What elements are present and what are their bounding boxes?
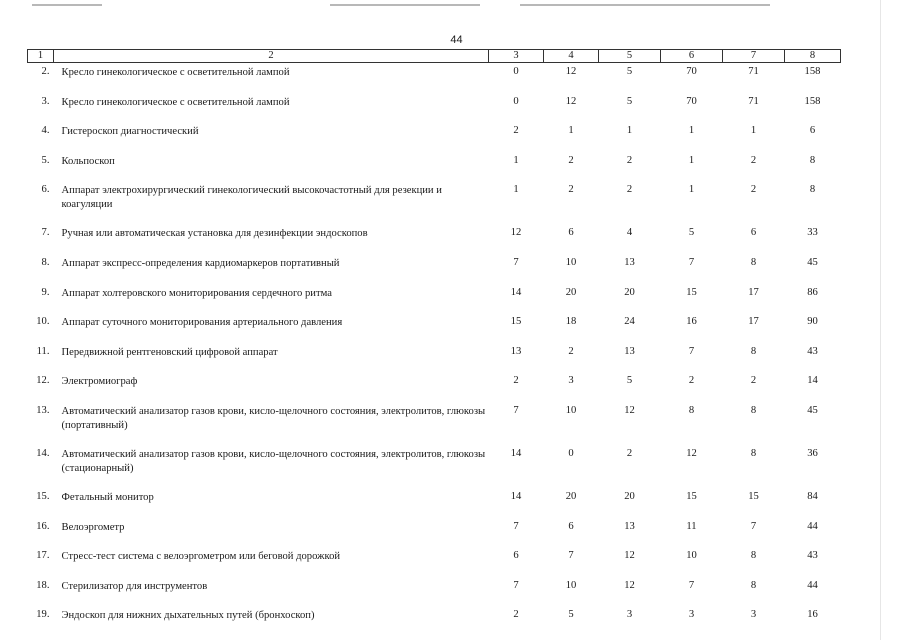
table-cell: 8 <box>750 550 757 562</box>
equipment-name: Аппарат суточного мониторирования артериального давления <box>61 317 343 329</box>
table-row <box>28 445 841 488</box>
row-number: 18. <box>36 579 50 591</box>
table-cell: 33 <box>807 227 818 239</box>
row-number: 14. <box>36 447 50 459</box>
page-number: 44 <box>450 34 463 46</box>
table-cell: 71 <box>748 95 759 107</box>
table-cell: 14 <box>510 490 522 502</box>
table-cell: 2 <box>513 375 519 387</box>
column-header: 1 <box>28 50 54 63</box>
table-cell: 45 <box>807 256 818 268</box>
equipment-table <box>27 49 841 636</box>
header-row <box>28 50 841 63</box>
row-number: 5. <box>41 154 50 166</box>
table-cell: 6 <box>809 125 816 137</box>
table-cell: 24 <box>624 316 635 328</box>
equipment-name: Аппарат холтеровского мониторирования сердечного ритма <box>61 287 332 299</box>
row-number: 4. <box>41 125 50 137</box>
table-cell: 17 <box>748 316 759 328</box>
table-cell: 13 <box>624 520 635 532</box>
equipment-name: Автоматический анализатор газов крови, кисло-щелочного состояния, электролитов, глюкозы (стационарный) <box>61 448 486 474</box>
table-cell: 1 <box>513 154 519 166</box>
equipment-name: Стерилизатор для инструментов <box>61 580 208 592</box>
table-cell: 3 <box>688 609 695 621</box>
table-cell: 12 <box>624 579 635 591</box>
table-row <box>28 547 841 577</box>
equipment-name: Кресло гинекологическое с осветительной лампой <box>61 96 290 108</box>
table-row <box>28 518 841 548</box>
column-header: 6 <box>661 50 723 63</box>
table-cell: 6 <box>750 227 757 239</box>
table-cell: 4 <box>626 227 633 239</box>
table-cell: 12 <box>624 550 635 562</box>
row-number: 17. <box>36 550 50 562</box>
row-number: 12. <box>36 375 50 387</box>
table-cell: 10 <box>565 579 577 591</box>
table-cell: 8 <box>750 345 757 357</box>
column-header: 7 <box>723 50 785 63</box>
table-cell: 20 <box>565 286 577 298</box>
table-cell: 15 <box>748 490 759 502</box>
table-cell: 6 <box>568 520 574 532</box>
table-cell: 20 <box>624 286 635 298</box>
row-number: 7. <box>41 227 50 239</box>
table-cell: 45 <box>807 404 818 416</box>
equipment-name: Велоэргометр <box>61 521 125 533</box>
table-cell: 7 <box>513 404 519 416</box>
table-cell: 70 <box>686 95 697 107</box>
table-cell: 5 <box>688 227 695 239</box>
table-row <box>28 313 841 343</box>
table-cell: 2 <box>568 154 574 166</box>
equipment-name: Ручная или автоматическая установка для дезинфекции эндоскопов <box>61 228 368 240</box>
table-cell: 86 <box>807 286 818 298</box>
table-cell: 1 <box>688 154 695 166</box>
table-cell: 8 <box>688 404 695 416</box>
column-header: 2 <box>54 50 489 63</box>
table-cell: 0 <box>513 66 519 77</box>
row-number: 3. <box>41 95 50 107</box>
table-row <box>28 93 841 123</box>
table-cell: 1 <box>626 125 633 137</box>
table-cell: 1 <box>688 125 695 137</box>
column-header: 5 <box>599 50 661 63</box>
row-number: 8. <box>41 256 50 268</box>
table-row <box>28 402 841 445</box>
table-row <box>28 343 841 373</box>
scan-edge-line-middle <box>330 4 480 6</box>
table-cell: 2 <box>626 154 633 166</box>
table-cell: 20 <box>624 490 635 502</box>
table-cell: 7 <box>513 520 519 532</box>
table-row <box>28 606 841 636</box>
column-header: 3 <box>489 50 544 63</box>
table-cell: 20 <box>565 490 577 502</box>
row-number: 6. <box>41 184 50 196</box>
table-cell: 2 <box>626 447 633 459</box>
table-cell: 2 <box>513 609 519 621</box>
table-cell: 2 <box>750 184 757 196</box>
column-header: 4 <box>544 50 599 63</box>
table-cell: 44 <box>807 579 818 591</box>
table-cell: 8 <box>809 154 816 166</box>
table-cell: 13 <box>624 256 635 268</box>
table-row <box>28 63 841 93</box>
table-cell: 12 <box>565 95 577 107</box>
column-header: 8 <box>785 50 841 63</box>
scan-edge-mark <box>880 0 881 640</box>
table-cell: 7 <box>513 256 519 268</box>
table-cell: 13 <box>624 345 635 357</box>
table-cell: 8 <box>809 184 816 196</box>
table-cell: 5 <box>626 66 633 77</box>
table-cell: 15 <box>510 316 522 328</box>
row-number: 19. <box>36 609 50 621</box>
table-cell: 158 <box>804 66 821 77</box>
table-cell: 6 <box>568 227 574 239</box>
table-cell: 7 <box>568 550 574 562</box>
table-cell: 2 <box>750 375 757 387</box>
equipment-name: Передвижной рентгеновский цифровой аппарат <box>61 346 278 358</box>
row-number: 15. <box>36 490 50 502</box>
equipment-name: Кресло гинекологическое с осветительной лампой <box>61 67 290 78</box>
row-number: 9. <box>41 286 50 298</box>
table-cell: 7 <box>688 345 695 357</box>
table-cell: 12 <box>510 227 522 239</box>
table-cell: 18 <box>565 316 577 328</box>
table-cell: 1 <box>688 184 695 196</box>
table-cell: 7 <box>688 579 695 591</box>
table-cell: 44 <box>807 520 818 532</box>
equipment-table-container <box>27 49 840 636</box>
table-cell: 12 <box>686 447 697 459</box>
table-cell: 13 <box>510 345 522 357</box>
equipment-name: Аппарат экспресс-определения кардиомаркеров портативный <box>61 257 340 269</box>
row-number: 10. <box>36 316 50 328</box>
table-cell: 8 <box>750 447 757 459</box>
table-cell: 43 <box>807 550 818 562</box>
equipment-name: Автоматический анализатор газов крови, кисло-щелочного состояния, электролитов, глюкозы (портативный) <box>61 405 486 431</box>
row-number: 16. <box>36 520 50 532</box>
table-cell: 1 <box>750 125 757 137</box>
table-cell: 2 <box>568 345 574 357</box>
table-cell: 6 <box>513 550 519 562</box>
table-cell: 7 <box>513 579 519 591</box>
table-row <box>28 577 841 607</box>
table-cell: 7 <box>688 256 695 268</box>
equipment-name: Гистероскоп диагностический <box>61 126 199 138</box>
table-cell: 2 <box>568 184 574 196</box>
table-row <box>28 372 841 402</box>
equipment-name: Стресс-тест система с велоэргометром или беговой дорожкой <box>61 551 341 563</box>
table-cell: 12 <box>624 404 635 416</box>
table-cell: 10 <box>686 550 697 562</box>
table-cell: 5 <box>626 95 633 107</box>
table-cell: 14 <box>510 286 522 298</box>
table-cell: 2 <box>513 125 519 137</box>
table-cell: 14 <box>510 447 522 459</box>
table-cell: 11 <box>686 520 697 532</box>
table-cell: 2 <box>688 375 695 387</box>
table-cell: 15 <box>686 490 697 502</box>
table-cell: 0 <box>513 95 519 107</box>
table-cell: 8 <box>750 404 757 416</box>
table-row <box>28 152 841 182</box>
table-cell: 5 <box>568 609 574 621</box>
equipment-name: Аппарат электрохирургический гинекологический высокочастотный для резекции и коагуляции <box>61 185 442 211</box>
table-cell: 10 <box>565 256 577 268</box>
table-cell: 8 <box>750 256 757 268</box>
table-cell: 17 <box>748 286 759 298</box>
table-cell: 14 <box>807 375 818 387</box>
equipment-name: Эндоскоп для нижних дыхательных путей (бронхоскоп) <box>61 610 315 622</box>
table-cell: 2 <box>750 154 757 166</box>
equipment-name: Электромиограф <box>61 376 138 388</box>
row-number: 11. <box>36 345 50 357</box>
scan-edge-line-left <box>32 4 102 6</box>
table-cell: 16 <box>807 609 818 621</box>
table-cell: 8 <box>750 579 757 591</box>
scan-edge-line-right <box>520 4 770 6</box>
table-cell: 3 <box>750 609 757 621</box>
table-cell: 0 <box>568 447 574 459</box>
table-row <box>28 122 841 152</box>
equipment-name: Фетальный монитор <box>61 491 154 503</box>
table-cell: 12 <box>565 66 577 77</box>
table-cell: 43 <box>807 345 818 357</box>
table-row <box>28 254 841 284</box>
table-cell: 1 <box>568 125 574 137</box>
table-row <box>28 488 841 518</box>
row-number: 13. <box>36 404 50 416</box>
table-cell: 16 <box>686 316 697 328</box>
table-cell: 70 <box>686 66 697 77</box>
table-cell: 5 <box>626 375 633 387</box>
table-cell: 36 <box>807 447 818 459</box>
table-cell: 84 <box>807 490 818 502</box>
table-cell: 2 <box>626 184 633 196</box>
table-cell: 71 <box>748 66 759 77</box>
table-cell: 3 <box>626 609 633 621</box>
table-row <box>28 181 841 224</box>
table-cell: 1 <box>513 184 519 196</box>
row-number: 2. <box>41 66 50 77</box>
table-cell: 7 <box>750 520 757 532</box>
table-cell: 10 <box>565 404 577 416</box>
equipment-name: Кольпоскоп <box>61 155 115 167</box>
table-row <box>28 284 841 314</box>
table-cell: 3 <box>568 375 574 387</box>
table-cell: 15 <box>686 286 697 298</box>
table-cell: 90 <box>807 316 818 328</box>
table-cell: 158 <box>804 95 821 107</box>
table-row <box>28 224 841 254</box>
